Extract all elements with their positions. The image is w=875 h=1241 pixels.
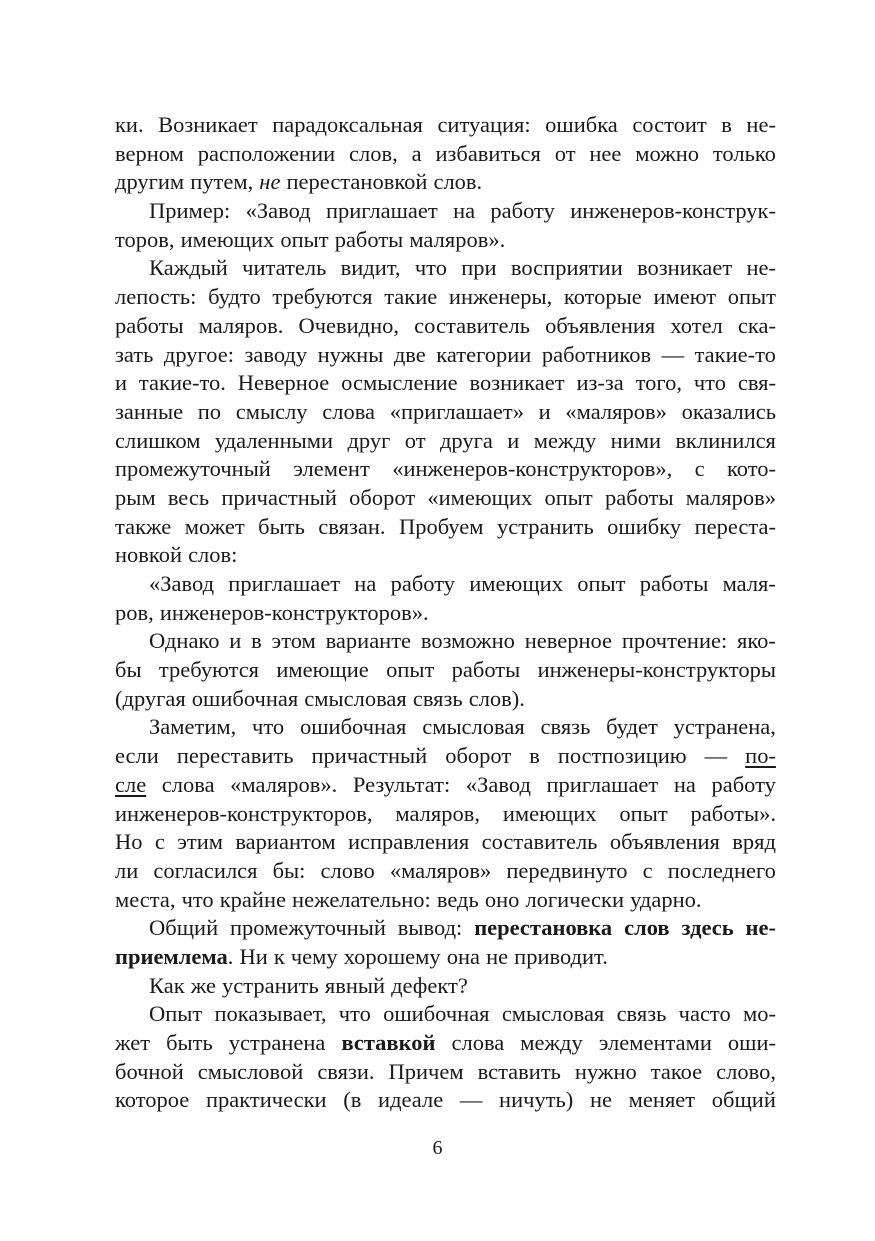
word: связь	[412, 685, 463, 711]
word: другим	[115, 169, 185, 195]
word: другое:	[163, 341, 234, 367]
word: вряд	[732, 829, 776, 855]
word: явный	[324, 972, 386, 998]
word: слова	[451, 1030, 505, 1055]
word: не-	[746, 112, 776, 137]
word: (другая	[115, 685, 186, 711]
word: (в	[343, 1087, 362, 1113]
word: часто	[678, 1001, 731, 1027]
word: что	[338, 1001, 371, 1027]
text-line	[115, 742, 776, 771]
word: с	[154, 829, 165, 855]
word: верном	[115, 140, 184, 166]
word: возникает	[637, 255, 733, 281]
word: нежелательно:	[292, 886, 431, 912]
word: в	[529, 743, 540, 769]
word: исправления	[347, 829, 470, 855]
word: быть	[258, 513, 305, 539]
word: что	[252, 714, 285, 740]
word: вариантом	[235, 829, 336, 855]
word: смысловой	[197, 1058, 304, 1084]
word: Пример:	[149, 198, 231, 224]
word: ударно.	[630, 886, 702, 912]
text-line	[115, 713, 776, 742]
word: слова	[322, 398, 376, 424]
word: избавиться	[435, 140, 541, 166]
word: слов).	[468, 685, 525, 711]
text-line	[115, 771, 776, 800]
text-line	[115, 197, 776, 226]
word: и	[507, 427, 520, 453]
word: устранена	[228, 1030, 326, 1055]
text-line	[115, 972, 776, 1001]
text-line	[115, 541, 776, 570]
text-line	[115, 283, 776, 312]
text-line	[115, 570, 776, 599]
text-line	[115, 312, 776, 341]
word: такие-то.	[138, 370, 226, 396]
word: оборот	[445, 743, 512, 769]
word: опыт	[619, 800, 668, 826]
text-line	[115, 226, 776, 255]
word: оши-	[727, 1030, 776, 1055]
word: дефект?	[391, 972, 468, 998]
word: можно	[635, 140, 700, 166]
word: работу	[490, 198, 555, 224]
word: оно	[484, 886, 520, 912]
word: варианте	[325, 628, 412, 654]
word: маляров.	[198, 312, 284, 338]
word: работы».	[690, 800, 776, 826]
page-body	[115, 111, 776, 1115]
text-line	[115, 1029, 776, 1058]
word: из-за	[576, 370, 624, 396]
word: жет	[115, 1030, 151, 1055]
word: ситуация:	[437, 112, 531, 137]
word: составитель	[481, 829, 598, 855]
word: свя-	[737, 370, 776, 396]
word: не	[589, 1087, 612, 1113]
word: на	[354, 571, 377, 596]
word: крайне	[219, 886, 286, 912]
word: слова	[161, 771, 215, 797]
text-line	[115, 484, 776, 513]
word: быть	[166, 1030, 213, 1055]
word: вставкой	[341, 1030, 436, 1055]
word: маляров»	[685, 484, 776, 510]
word: «Завод	[245, 198, 311, 224]
word: такие-то	[694, 341, 776, 367]
word: устранить	[222, 972, 319, 998]
word: вывод:	[397, 915, 463, 941]
word: и	[229, 628, 242, 654]
word: заводу	[244, 341, 308, 367]
word: ошибочная	[383, 1001, 490, 1027]
word: и	[538, 398, 551, 424]
word: Общий	[149, 915, 219, 941]
word: инженеров-конструк-	[570, 198, 776, 224]
word: объявления	[609, 829, 720, 855]
word: парадоксальная	[272, 112, 423, 137]
word: Причем	[388, 1058, 464, 1084]
word: устранить	[496, 513, 594, 539]
word: работы	[604, 484, 674, 510]
word: маляров».	[409, 226, 506, 252]
word: опыт	[386, 657, 435, 683]
word: Но	[115, 829, 143, 855]
page-number: 6	[432, 1137, 443, 1159]
text-line	[115, 513, 776, 542]
word: категории	[436, 341, 532, 367]
word: бочной	[115, 1058, 184, 1084]
word: практически	[205, 1087, 327, 1113]
word: «имеющих	[427, 484, 533, 510]
word: общий	[711, 1087, 776, 1113]
word: ров,	[115, 599, 154, 625]
word: от	[554, 140, 576, 166]
word: «Завод	[465, 771, 531, 797]
word: хорошему	[343, 943, 441, 969]
word: оборот	[349, 484, 416, 510]
word: «инженеров-конструкторов»,	[392, 456, 673, 482]
word: друга	[439, 427, 493, 453]
word: Опыт	[149, 1001, 203, 1027]
word: —	[459, 1087, 483, 1113]
word: что	[181, 886, 214, 912]
word: занные	[115, 398, 184, 424]
text-line	[115, 800, 776, 829]
word: слов,	[349, 140, 398, 166]
word: инженеры-конструкторы	[537, 657, 776, 683]
word: связь	[540, 714, 591, 740]
word: на	[453, 198, 476, 224]
word: ними	[610, 427, 662, 453]
word: маляров,	[395, 800, 480, 826]
word: имеющих	[469, 571, 563, 596]
word: весь	[167, 484, 210, 510]
word: перестановкой	[286, 169, 428, 195]
word: имеющие	[276, 657, 369, 683]
word: связи.	[317, 1058, 375, 1084]
word: две	[393, 341, 426, 367]
text-line	[115, 685, 776, 714]
word: «маляров»	[389, 857, 492, 883]
word: нужно	[574, 1058, 637, 1084]
word: слишком	[115, 427, 201, 453]
word: бы	[115, 657, 142, 683]
word: «маляров».	[230, 771, 338, 797]
word: слов:	[188, 542, 238, 568]
word: вклинился	[675, 427, 776, 453]
word: инженеров-конструкторов,	[115, 800, 373, 826]
word: расположении	[197, 140, 336, 166]
word: —	[661, 341, 685, 367]
text-line	[115, 341, 776, 370]
word: Каждый	[149, 255, 228, 281]
word: требуются	[158, 657, 260, 683]
word: по-	[745, 743, 776, 769]
word: между	[533, 427, 597, 453]
word: между	[520, 1030, 583, 1055]
word: связь	[616, 1001, 667, 1027]
word: приглашает	[228, 571, 341, 596]
word: связан.	[318, 513, 386, 539]
word: нужны	[317, 341, 384, 367]
text-line	[115, 1086, 776, 1115]
word: прочтение:	[621, 628, 728, 654]
word: опыт	[727, 284, 776, 310]
word: не	[259, 169, 281, 195]
word: последнего	[667, 857, 776, 883]
word: чему	[290, 943, 338, 969]
word: опыт	[280, 226, 329, 252]
text-line	[115, 168, 776, 197]
word: путем,	[190, 169, 254, 195]
word: оказались	[681, 398, 776, 424]
word: торов,	[115, 226, 175, 252]
word: составитель	[414, 312, 531, 338]
word: здесь	[681, 915, 734, 941]
text-line	[115, 857, 776, 886]
word: что	[693, 370, 726, 396]
word: по	[197, 398, 222, 424]
word: видит,	[340, 255, 401, 281]
word: только	[712, 140, 776, 166]
word: не-	[745, 915, 776, 941]
word: смысловая	[422, 714, 525, 740]
word: ничуть)	[499, 1087, 574, 1113]
word: сле	[115, 771, 147, 797]
word: удаленными	[214, 427, 334, 453]
word: Как	[149, 972, 185, 998]
word: будто	[208, 284, 261, 310]
word: при	[461, 255, 497, 281]
word: рым	[115, 484, 156, 510]
word: на	[673, 771, 696, 797]
text-line	[115, 886, 776, 915]
word: в	[721, 112, 732, 137]
word: хотел	[670, 312, 723, 338]
word: работы	[639, 571, 709, 596]
word: а	[411, 140, 422, 166]
word: кото-	[726, 456, 776, 482]
word: Возникает	[158, 112, 258, 137]
text-line	[115, 627, 776, 656]
word: мо-	[742, 1001, 776, 1027]
text-line	[115, 828, 776, 857]
word: требуются	[272, 284, 373, 310]
word: Однако	[149, 628, 220, 654]
word: маля-	[722, 571, 776, 596]
word: работы	[334, 226, 404, 252]
word: Пробуем	[398, 513, 484, 539]
word: приводит.	[514, 943, 608, 969]
word: работу	[390, 571, 456, 596]
word: слово	[320, 857, 375, 883]
word: будет	[606, 714, 658, 740]
word: имеют	[653, 284, 717, 310]
word: опыт	[577, 571, 626, 596]
word: если	[115, 743, 159, 769]
word: не	[486, 943, 509, 969]
word: работы	[451, 657, 521, 683]
word: причастный	[311, 743, 428, 769]
word: ошибку	[607, 513, 682, 539]
word: ли	[115, 857, 139, 883]
word: такие	[384, 284, 438, 310]
word: может	[184, 513, 245, 539]
word: неверное	[524, 628, 613, 654]
word: работы	[115, 312, 184, 338]
word: этим	[177, 829, 223, 855]
word: вставить	[477, 1058, 561, 1084]
word: же	[190, 972, 216, 998]
word: нее	[589, 140, 622, 166]
word: что	[414, 255, 447, 281]
word: инженеры,	[448, 284, 553, 310]
word: Неверное	[237, 370, 330, 396]
word: Очевидно,	[298, 312, 400, 338]
word: места,	[115, 886, 176, 912]
word: новкой	[115, 542, 182, 568]
word: также	[115, 513, 172, 539]
word: которое	[115, 1087, 190, 1113]
word: передвинуто	[506, 857, 628, 883]
word: восприятии	[510, 255, 623, 281]
word: «Завод	[149, 571, 215, 596]
word: возникает	[469, 370, 565, 396]
word: такое	[650, 1058, 703, 1084]
word: с	[642, 857, 653, 883]
word: бы:	[272, 857, 306, 883]
word: яко-	[737, 628, 776, 654]
word: приглашает	[546, 771, 659, 797]
word: постпозицию	[557, 743, 687, 769]
word: не-	[746, 255, 776, 281]
text-line	[115, 427, 776, 456]
word: меняет	[628, 1087, 696, 1113]
word: осмысление	[341, 370, 458, 396]
word: идеале	[378, 1087, 444, 1113]
word: —	[704, 743, 728, 769]
word: промежуточный	[230, 915, 386, 941]
word: слов	[624, 915, 670, 941]
word: показывает,	[214, 1001, 327, 1027]
word: состоит	[632, 112, 707, 137]
text-line	[115, 455, 776, 484]
word: Заметим,	[149, 714, 237, 740]
text-line	[115, 254, 776, 283]
word: слов.	[433, 169, 483, 195]
text-line	[115, 914, 776, 943]
text-line	[115, 943, 776, 972]
word: согласился	[153, 857, 258, 883]
word: ска-	[737, 312, 776, 338]
word: «приглашает»	[389, 398, 524, 424]
text-line	[115, 656, 776, 685]
word: приемлема.	[115, 943, 234, 969]
word: элементами	[598, 1030, 712, 1055]
word: ошибочная	[299, 714, 407, 740]
word: перестановка	[474, 915, 613, 941]
word: от	[404, 427, 426, 453]
word: ведь	[436, 886, 479, 912]
word: переставить	[176, 743, 294, 769]
word: зать	[115, 341, 154, 367]
word: элемент	[293, 456, 370, 482]
word: Результат:	[352, 771, 451, 797]
word: ошибка	[545, 112, 618, 137]
word: в	[251, 628, 262, 654]
text-line	[115, 140, 776, 169]
word: смысловая	[304, 685, 407, 711]
word: смысловая	[501, 1001, 605, 1027]
word: ки.	[115, 112, 144, 137]
text-line	[115, 111, 776, 140]
word: опыт	[544, 484, 593, 510]
word: лепость:	[115, 284, 197, 310]
word: и	[115, 370, 128, 396]
word: Ни	[239, 943, 268, 969]
word: того,	[635, 370, 682, 396]
text-line	[115, 1000, 776, 1029]
word: логически	[525, 886, 625, 912]
word: читатель	[242, 255, 327, 281]
text-line	[115, 398, 776, 427]
word: инженеров-конструкторов».	[159, 599, 429, 625]
word: «маляров»	[565, 398, 667, 424]
word: переста-	[694, 513, 776, 539]
word: приглашает	[325, 198, 438, 224]
text-line	[115, 599, 776, 628]
word: работу	[711, 771, 776, 797]
word: работников	[541, 341, 652, 367]
word: промежуточный	[115, 456, 271, 482]
word: объявления	[545, 312, 656, 338]
word: которые	[563, 284, 642, 310]
word: имеющих	[180, 226, 275, 252]
word: смыслу	[235, 398, 308, 424]
word: устранена,	[673, 714, 776, 740]
word: имеющих	[502, 800, 597, 826]
word: к	[273, 943, 285, 969]
text-line	[115, 369, 776, 398]
word: этом	[271, 628, 316, 654]
word: возможно	[420, 628, 515, 654]
word: она	[446, 943, 480, 969]
word: слово,	[716, 1058, 776, 1084]
word: с	[694, 456, 705, 482]
word: ошибочная	[191, 685, 299, 711]
word: друг	[347, 427, 391, 453]
word: причастный	[221, 484, 337, 510]
text-line	[115, 1058, 776, 1087]
